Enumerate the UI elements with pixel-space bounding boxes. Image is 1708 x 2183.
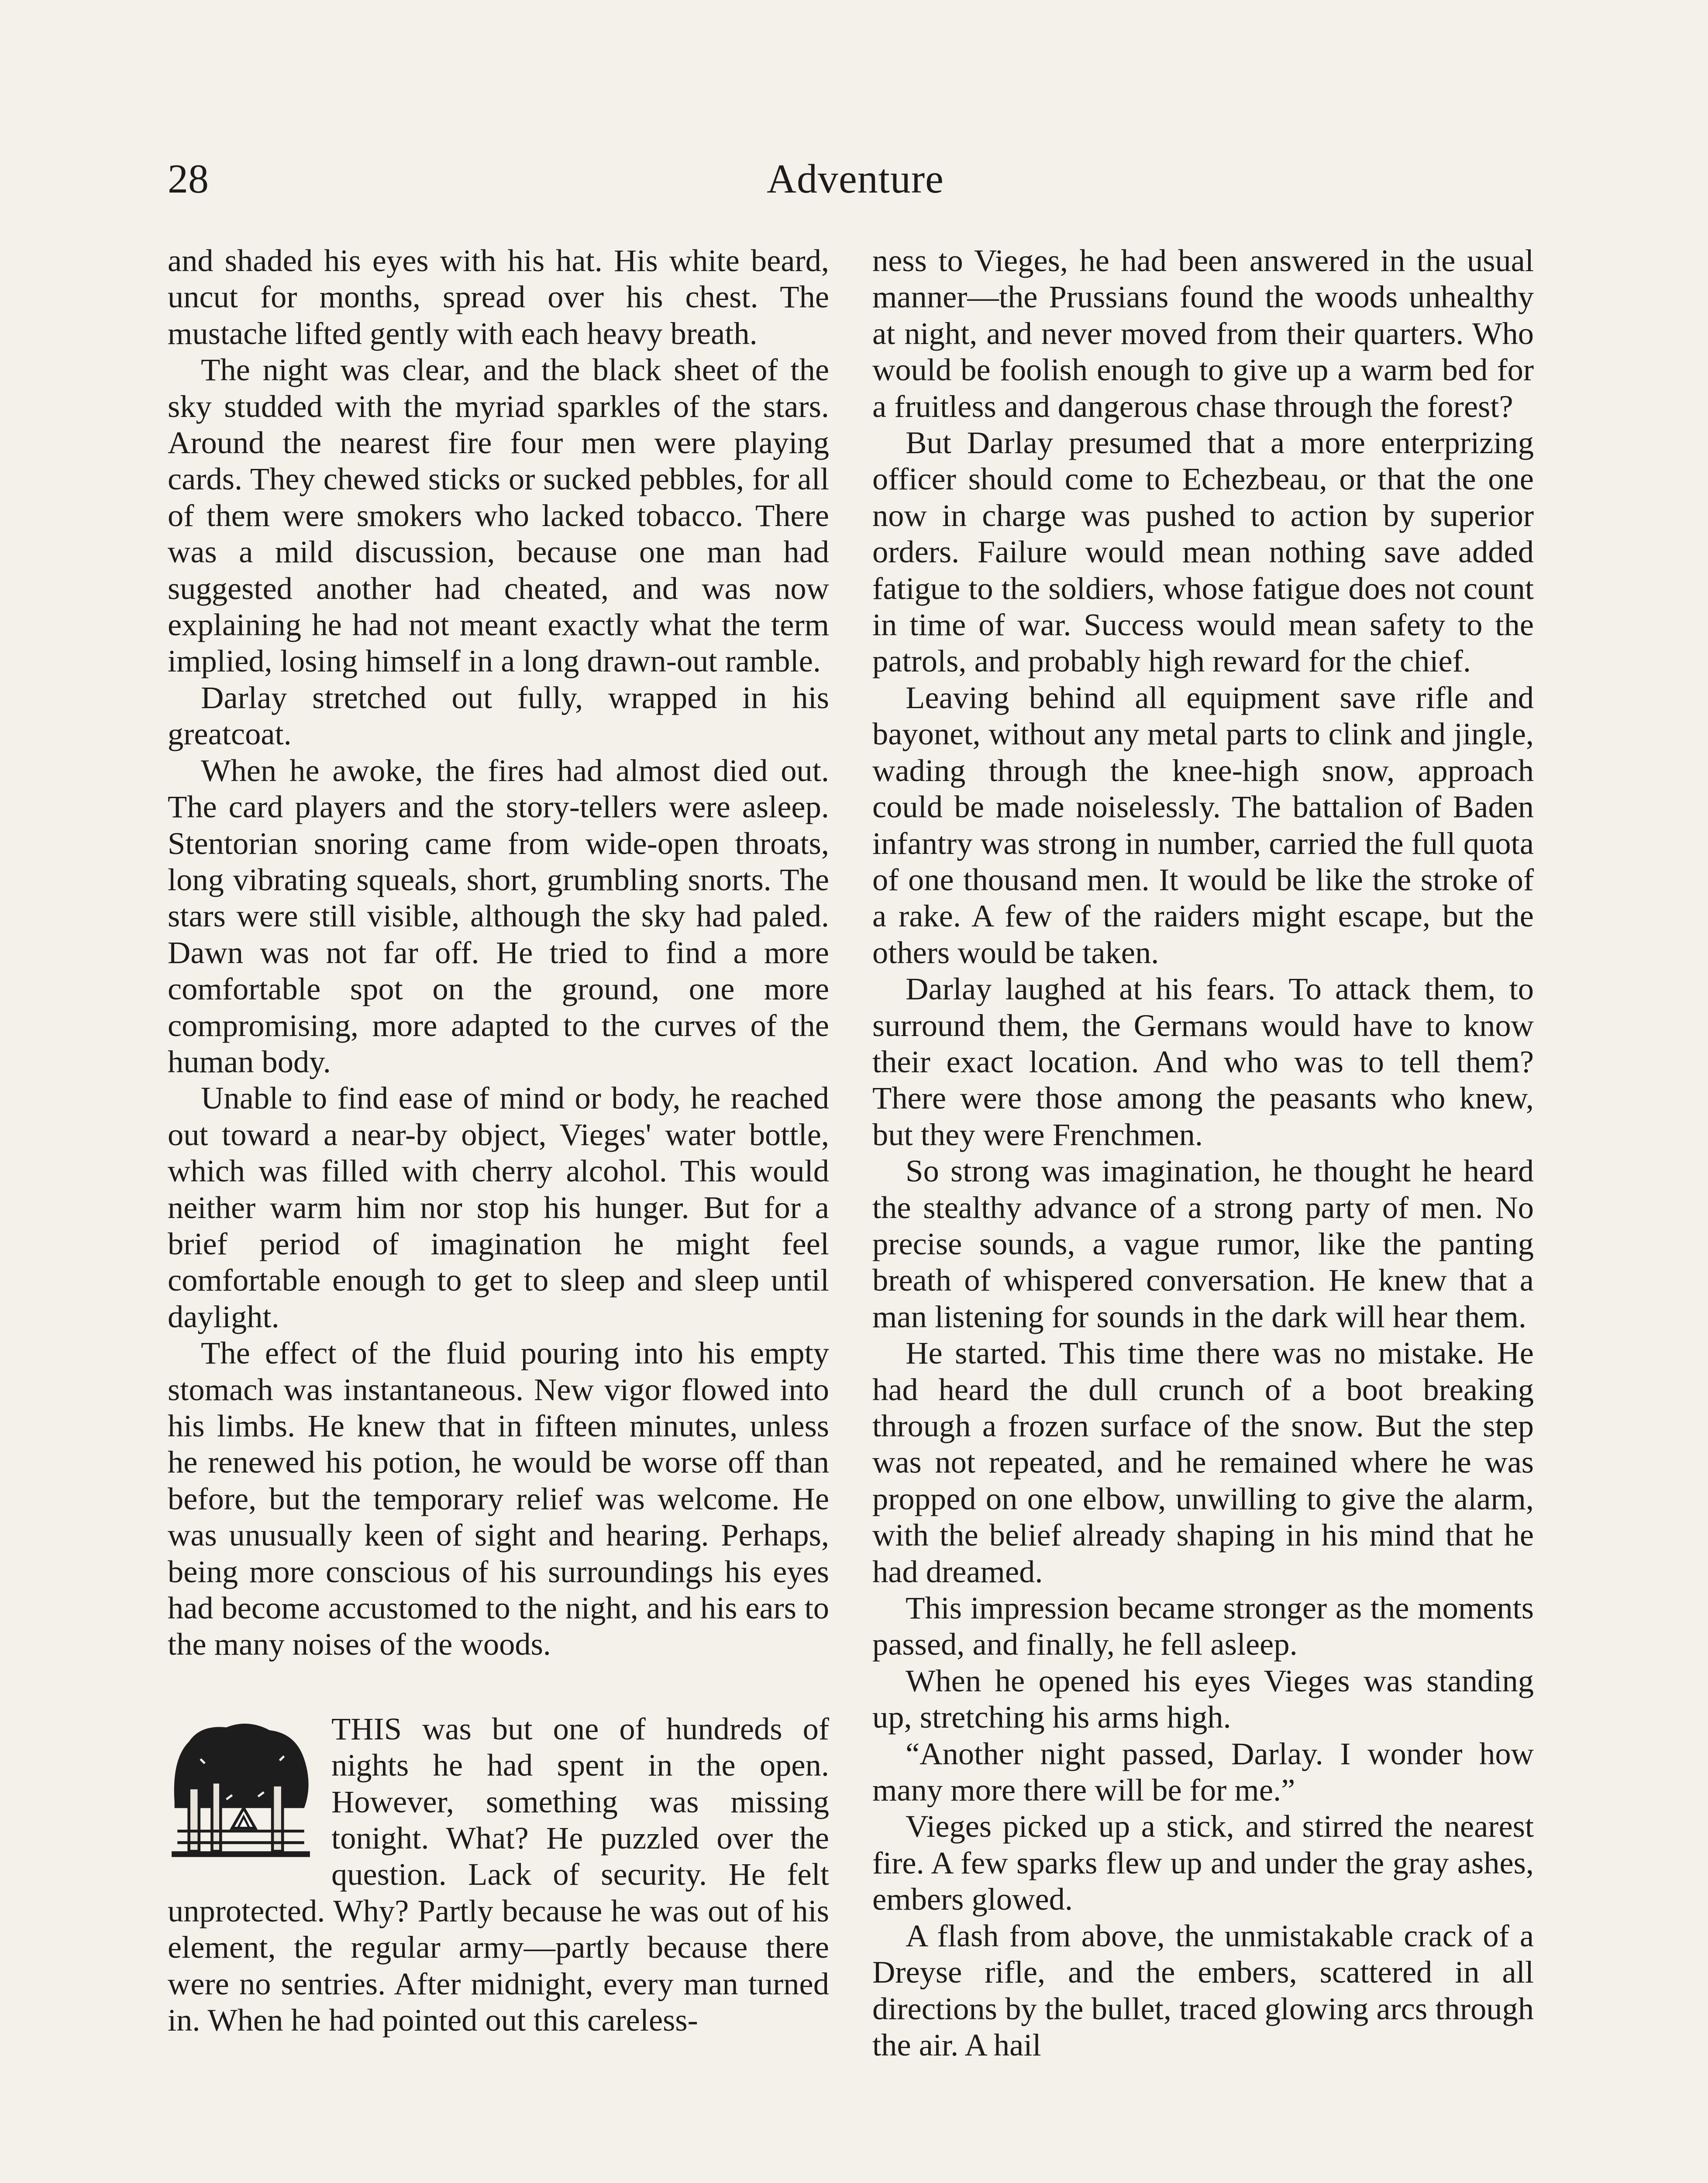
running-title: Adventure <box>767 156 944 202</box>
forest-campfire-icon <box>168 1716 314 1860</box>
paragraph: Vieges picked up a stick, and stirred the nearest fire. A few sparks flew up and under the gray ashes, embers glowed. <box>872 1808 1534 1917</box>
page-header <box>168 148 1543 210</box>
section-break <box>168 1711 829 2038</box>
paragraph: A flash from above, the unmistakable crack of a Dreyse rifle, and the embers, scattered in all directions by the bullet, traced glowing arcs through the air. A hail <box>872 1918 1534 2062</box>
left-column <box>168 242 829 2038</box>
paragraph: and shaded his eyes with his hat. His white beard, uncut for months, spread over his chest. The mustache lifted gently with each heavy breath. <box>168 243 829 351</box>
paragraph: When he awoke, the fires had almost died out. The card players and the story-tellers were asleep. Stentorian snoring came from wide-open throats, long vibrating squeals, short, grumbling snorts. The stars were still visible, although the sky had paled. Dawn was not far off. He tried to find a more comfortable spot on the ground, one more compromising, more adapted to the curves of the human body. <box>168 752 829 1079</box>
paragraph: He started. This time there was no mistake. He had heard the dull crunch of a boot breaking through a frozen surface of the snow. But the step was not repeated, and he remained where he was propped on one elbow, unwilling to give the alarm, with the belief already shaping in his mind that he had dreamed. <box>872 1335 1534 1589</box>
paragraph: Darlay stretched out fully, wrapped in his greatcoat. <box>168 679 829 752</box>
paragraph: ness to Vieges, he had been answered in the usual manner—the Prussians found the woods unhealthy at night, and never moved from their quarters. Who would be foolish enough to give up a warm bed for a fruitless and dangerous chase through the forest? <box>872 243 1534 424</box>
paragraph: The night was clear, and the black sheet of the sky studded with the myriad sparkles of the stars. Around the nearest fire four men were playing cards. They chewed sticks or sucked pebbles, for all of them were smokers who lacked tobacco. There was a mild discussion, because one man had suggested another had cheated, and was now explaining he had not meant exactly what the term implied, losing himself in a long drawn-out ramble. <box>168 352 829 679</box>
page-number: 28 <box>168 156 209 202</box>
paragraph: “Another night passed, Darlay. I wonder how many more there will be for me.” <box>872 1735 1534 1808</box>
paragraph: The effect of the fluid pouring into his empty stomach was instantaneous. New vigor flowed into his limbs. He knew that in fifteen minutes, unless he renewed his potion, he would be worse off than before, but the temporary relief was welcome. He was unusually keen of sight and hearing. Perhaps, being more conscious of his surroundings his eyes had become accustomed to the night, and his ears to the many noises of the woods. <box>168 1335 829 1662</box>
paragraph: So strong was imagination, he thought he heard the stealthy advance of a strong party of men. No precise sounds, a vague rumor, like the panting breath of whispered conversation. He knew that a man listening for sounds in the dark will hear them. <box>872 1153 1534 1334</box>
paragraph: This impression became stronger as the moments passed, and finally, he fell asleep. <box>872 1590 1534 1662</box>
paragraph: Darlay laughed at his fears. To attack them, to surround them, the Germans would have to know their exact location. And who was to tell them? There were those among the peasants who knew, but they were Frenchmen. <box>872 971 1534 1152</box>
paragraph: Leaving behind all equipment save rifle and bayonet, without any metal parts to clink and jingle, wading through the knee-high snow, approach could be made noiselessly. The battalion of Baden infantry was strong in number, carried the full quota of one thousand men. It would be like the stroke of a rake. A few of the raiders might escape, but the others would be taken. <box>872 679 1534 970</box>
paragraph: But Darlay presumed that a more enterprizing officer should come to Echezbeau, or that the one now in charge was pushed to action by superior orders. Failure would mean nothing save added fatigue to the soldiers, whose fatigue does not count in time of war. Success would mean safety to the patrols, and probably high reward for the chief. <box>872 425 1534 679</box>
paragraph: When he opened his eyes Vieges was standing up, stretching his arms high. <box>872 1663 1534 1735</box>
section-opening-paragraph: THIS was but one of hundreds of nights he had spent in the open. However, something was missing tonight. What? He puzzled over the question. Lack of security. He felt unprotected. Why? Partly because he was out of his element, the regular army—partly because there were no sentries. After midnight, every man turned in. When he had pointed out this careless- <box>168 1711 829 2038</box>
paragraph: Unable to find ease of mind or body, he reached out toward a near-by object, Vieges' water bottle, which was filled with cherry alcohol. This would neither warm him nor stop his hunger. But for a brief period of imagination he might feel comfortable enough to get to sleep and sleep until daylight. <box>168 1080 829 1334</box>
right-column <box>872 242 1534 2063</box>
